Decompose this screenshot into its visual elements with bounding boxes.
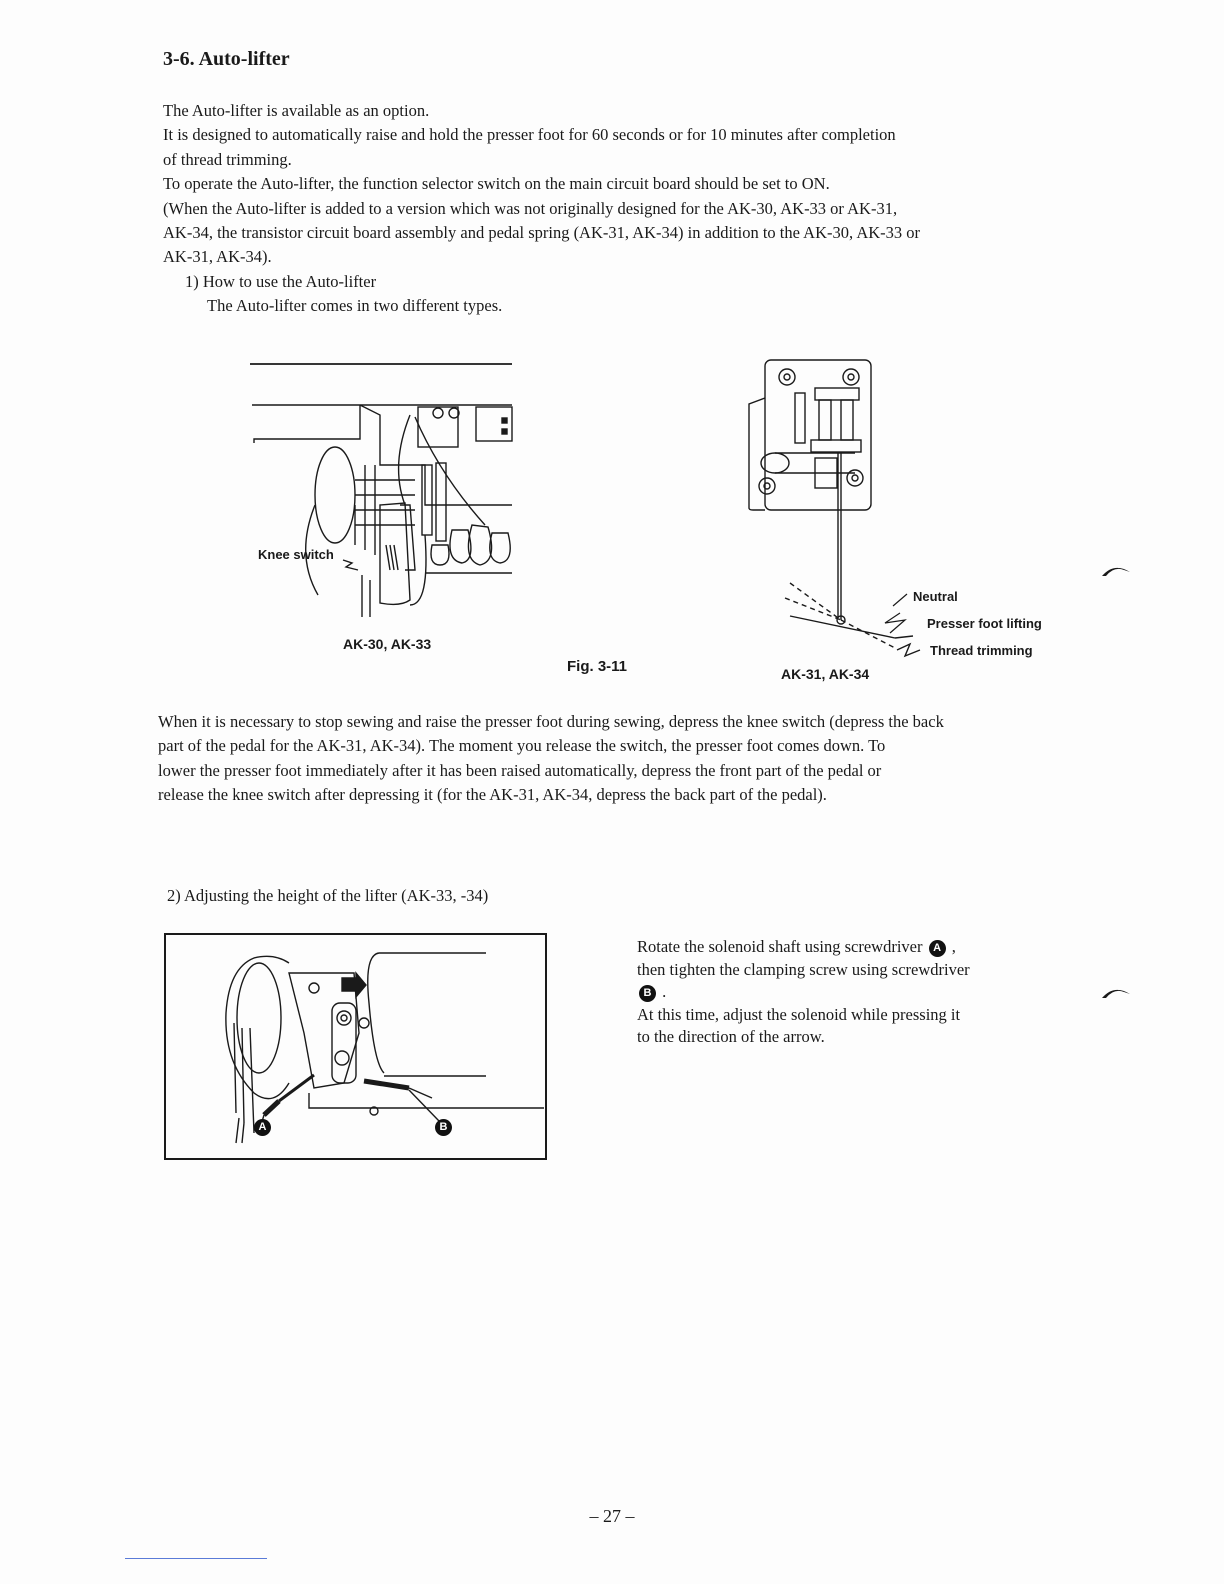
intro-line: The Auto-lifter is available as an option. — [163, 101, 430, 120]
intro-line: (When the Auto-lifter is added to a version which was not originally designed for the AK-30, AK-33 or AK-31, — [163, 198, 898, 218]
thread-trimming-label: Thread trimming — [930, 643, 1033, 658]
intro-paragraph — [163, 99, 1063, 319]
adjust-line-3-end: . — [662, 982, 667, 1001]
bottom-rule — [125, 1558, 267, 1559]
adjust-line-2: then tighten the clamping screw using screwdriver — [637, 959, 970, 979]
marker-a-icon: A — [254, 1119, 271, 1136]
usage-line: release the knee switch after depressing it (for the AK-31, AK-34, depress the back part of the pedal). — [158, 785, 827, 805]
screwdriver-a-icon: A — [929, 940, 946, 957]
solenoid-adjustment-illustration — [164, 933, 547, 1160]
figure1-left-caption: AK-30, AK-33 — [343, 636, 432, 652]
intro-line: AK-34, the transistor circuit board assembly and pedal spring (AK-31, AK-34) in addition to the AK-30, AK-33 or — [163, 223, 921, 243]
intro-line: of thread trimming. — [163, 149, 292, 169]
adjust-line-5: to the direction of the arrow. — [637, 1027, 825, 1046]
usage-line: When it is necessary to stop sewing and raise the presser foot during sewing, depress the knee switch (depress the back — [158, 712, 944, 731]
intro-line: To operate the Auto-lifter, the function selector switch on the main circuit board should be set to ON. — [163, 174, 830, 194]
section-title: Auto-lifter — [198, 48, 290, 70]
knee-switch-illustration — [240, 355, 530, 625]
figure1-right-caption: AK-31, AK-34 — [781, 666, 870, 682]
presser-foot-lifting-label: Presser foot lifting — [927, 616, 1042, 631]
sub1-heading: 1) How to use the Auto-lifter — [185, 271, 377, 291]
knee-switch-label: Knee switch — [258, 547, 334, 562]
usage-line: lower the presser foot immediately after it has been raised automatically, depress the front part of the pedal or — [158, 760, 882, 780]
page-number: – 27 – — [589, 1506, 635, 1526]
sub2-heading: 2) Adjusting the height of the lifter (AK-33, -34) — [167, 886, 489, 905]
margin-mark-icon — [1100, 560, 1134, 578]
figure-caption: Fig. 3-11 — [567, 658, 628, 675]
usage-paragraph — [158, 710, 1048, 808]
section-number: 3-6. — [163, 48, 195, 70]
adjust-line-1: Rotate the solenoid shaft using screwdriver — [637, 937, 923, 956]
marker-b-icon: B — [435, 1119, 452, 1136]
usage-line: part of the pedal for the AK-31, AK-34). The moment you release the switch, the presser foot comes down. To — [158, 736, 886, 756]
adjust-line-4: At this time, adjust the solenoid while pressing it — [637, 1004, 961, 1024]
sub1-text: The Auto-lifter comes in two different types. — [207, 296, 503, 316]
screwdriver-b-icon: B — [639, 985, 656, 1002]
adjust-paragraph — [637, 936, 1027, 1049]
adjust-line-1-end: , — [951, 937, 956, 956]
section-heading — [163, 48, 290, 71]
intro-line: It is designed to automatically raise and hold the presser foot for 60 seconds or for 10 minutes after completion — [163, 125, 896, 145]
neutral-label: Neutral — [913, 589, 958, 604]
margin-mark-icon — [1100, 982, 1134, 1000]
intro-line: AK-31, AK-34). — [163, 247, 272, 267]
